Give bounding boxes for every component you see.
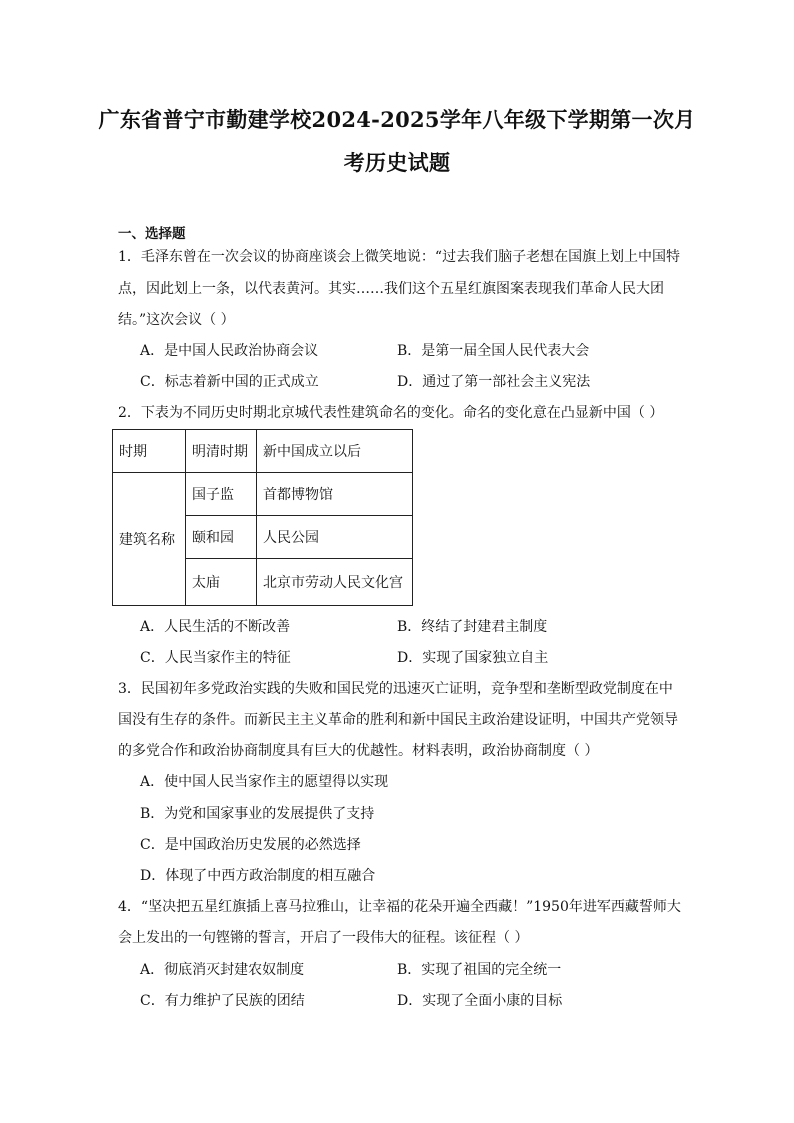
- exam-title-line1: 广东省普宁市勤建学校2024-2025学年八年级下学期第一次月: [98, 107, 696, 132]
- table-cell: 国子监: [186, 473, 257, 516]
- q1-stem-line: 结。”这次会议（ ）: [118, 312, 235, 328]
- q1-stem-line: 1．毛泽东曾在一次会议的协商座谈会上微笑地说：“过去我们脑子老想在国旗上划上中国特: [118, 249, 681, 265]
- q4-option-c: C．有力维护了民族的团结: [140, 993, 305, 1009]
- q3-option-b: B．为党和国家事业的发展提供了支持: [140, 806, 375, 822]
- section-heading: 一、选择题: [118, 226, 186, 242]
- q4-option-d: D．实现了全面小康的目标: [397, 993, 563, 1009]
- table-header-cell: 明清时期: [186, 430, 257, 473]
- table-header-cell: 新中国成立以后: [257, 430, 413, 473]
- q3-stem-line: 3．民国初年多党政治实践的失败和国民党的迅速灭亡证明，竞争型和垄断型政党制度在中: [118, 681, 673, 697]
- table-row: [113, 430, 413, 473]
- q1-option-a: A．是中国人民政治协商会议: [140, 343, 319, 359]
- q4-option-b: B．实现了祖国的完全统一: [397, 962, 562, 978]
- q3-option-c: C．是中国政治历史发展的必然选择: [140, 837, 361, 853]
- q4-option-a: A．彻底消灭封建农奴制度: [140, 962, 305, 978]
- q1-option-b: B．是第一届全国人民代表大会: [397, 343, 590, 359]
- table-row: [113, 473, 413, 516]
- q4-stem-line: 会上发出的一句铿锵的誓言，开启了一段伟大的征程。该征程（ ）: [118, 930, 529, 946]
- q2-option-c: C．人民当家作主的特征: [140, 650, 291, 666]
- q3-option-d: D．体现了中西方政治制度的相互融合: [140, 868, 376, 884]
- q2-stem-line: 2．下表为不同历史时期北京城代表性建筑命名的变化。命名的变化意在凸显新中国（ ）: [118, 405, 664, 421]
- q1-stem-line: 点，因此划上一条，以代表黄河。其实……我们这个五星红旗图案表现我们革命人民大团: [118, 281, 664, 297]
- table-row-label: 建筑名称: [113, 473, 186, 606]
- table-cell: 北京市劳动人民文化宫: [257, 559, 413, 606]
- q1-option-d: D．通过了第一部社会主义宪法: [397, 374, 591, 390]
- q4-stem-line: 4．“坚决把五星红旗插上喜马拉雅山，让幸福的花朵开遍全西藏！”1950年进军西藏誓师大: [118, 899, 681, 915]
- table-cell: 首都博物馆: [257, 473, 413, 516]
- q2-option-a: A．人民生活的不断改善: [140, 619, 291, 635]
- exam-title-line2: 考历史试题: [343, 150, 451, 175]
- q3-option-a: A．使中国人民当家作主的愿望得以实现: [140, 774, 389, 790]
- table-cell: 颐和园: [186, 516, 257, 559]
- table-cell: 太庙: [186, 559, 257, 606]
- building-name-table: [112, 429, 413, 606]
- q2-option-b: B．终结了封建君主制度: [397, 619, 548, 635]
- q2-option-d: D．实现了国家独立自主: [397, 650, 549, 666]
- q1-option-c: C．标志着新中国的正式成立: [140, 374, 319, 390]
- table-header-cell: 时期: [113, 430, 186, 473]
- q3-stem-line: 国没有生存的条件。而新民主主义革命的胜利和新中国民主政治建设证明，中国共产党领导: [118, 712, 678, 728]
- table-cell: 人民公园: [257, 516, 413, 559]
- q3-stem-line: 的多党合作和政治协商制度具有巨大的优越性。材料表明，政治协商制度（ ）: [118, 743, 599, 759]
